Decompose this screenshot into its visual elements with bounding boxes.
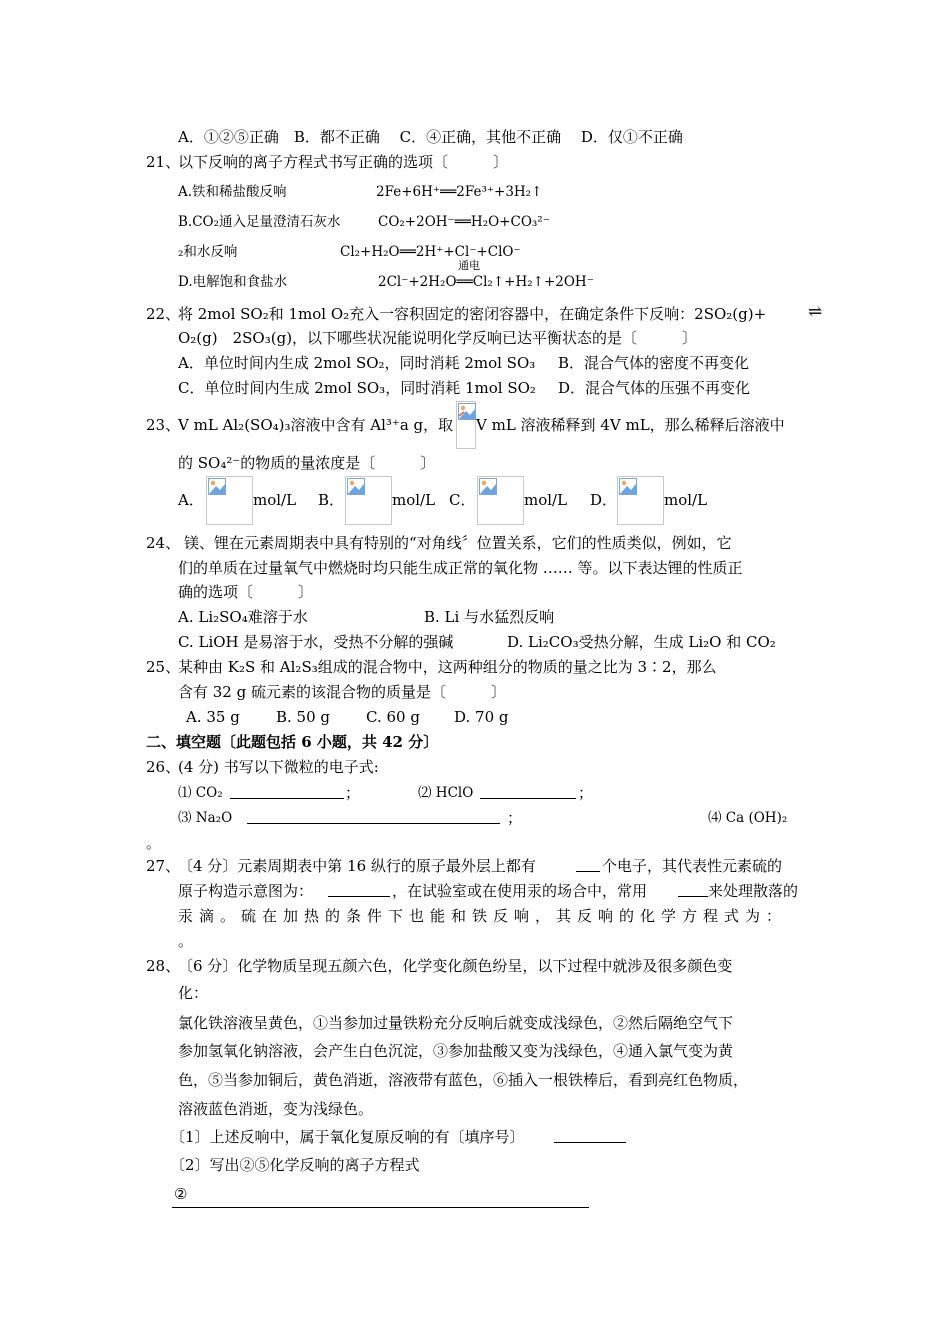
broken-image-icon — [347, 478, 365, 495]
q22-equilibrium-arrow: ⇌ — [808, 302, 823, 322]
q25-option-a: A. 35 g — [186, 708, 240, 726]
q21-number: 21、 — [146, 153, 181, 171]
q27-line-4: 。 — [178, 932, 194, 950]
q28-line-6: 溶液蓝色消逝，变为浅绿色。 — [178, 1100, 374, 1118]
q21-option-a-label: A.铁和稀盐酸反响 — [178, 184, 287, 200]
q28-answer-blank-1[interactable] — [554, 1128, 626, 1143]
q24-option-c: C. LiOH 是易溶于水，受热不分解的强碱 — [178, 633, 454, 651]
q27-answer-blank-reagent[interactable] — [678, 882, 708, 897]
q23-line-1b: V mL 溶液稀释到 4V mL，那么稀释后溶液中 — [476, 416, 785, 434]
q26-separator-3: ； — [507, 809, 523, 827]
q21-option-b-label: B.CO₂通入足量澄清石灰水 — [178, 214, 341, 230]
q22-option-c: C．单位时间内生成 2mol SO₃，同时消耗 1mol SO₂ — [178, 379, 536, 397]
q23-option-d-label: D． — [590, 491, 618, 509]
q23-option-d-image — [617, 476, 664, 525]
q23-option-c-image — [477, 476, 524, 525]
q26-item-1: ⑴ CO₂ — [178, 785, 223, 801]
q27-line-2c: 来处理散落的 — [708, 882, 799, 900]
q22-line-2: O₂(g) 2SO₃(g)，以下哪些状况能说明化学反响已达平衡状态的是〔 〕 — [178, 329, 698, 347]
q23-option-a-unit: mol/L — [253, 491, 297, 509]
q26-answer-blank-3[interactable] — [247, 809, 500, 824]
q25-option-c: C. 60 g — [366, 708, 420, 726]
q21-option-d-equation: 2Cl⁻+2H₂O══Cl₂↑+H₂↑+2OH⁻ — [378, 274, 594, 290]
q24-option-d: D. Li₂CO₃受热分解，生成 Li₂O 和 CO₂ — [507, 633, 776, 651]
q23-option-c-unit: mol/L — [524, 491, 568, 509]
q27-line-1b: 个电子，其代表性元素硫的 — [602, 857, 783, 875]
q25-line-1: 某种由 K₂S 和 Al₂S₃组成的混合物中，这两种组分的物质的量之比为 3∶2，那么 — [178, 658, 717, 676]
q23-option-b-image — [345, 476, 392, 525]
q28-line-3: 氯化铁溶液呈黄色，①当参加过量铁粉充分反响后就变成浅绿色，②然后隔绝空气下 — [178, 1014, 734, 1032]
q26-separator-1: ； — [345, 784, 361, 802]
q27-line-2a: 原子构造示意图为： — [178, 882, 314, 900]
q23-option-d-unit: mol/L — [664, 491, 708, 509]
q26-end-mark: 。 — [146, 834, 162, 852]
q28-line-2: 化： — [178, 984, 209, 1002]
q26-answer-blank-1[interactable] — [230, 784, 344, 799]
broken-image-icon — [479, 478, 497, 495]
q26-item-2: ⑵ HClO — [418, 785, 474, 801]
q22-option-d: D．混合气体的压强不再变化 — [558, 379, 751, 397]
broken-image-icon — [458, 403, 476, 420]
q24-number: 24、 — [146, 534, 181, 552]
q28-sub-question-1: 〔1〕上述反响中，属于氧化复原反响的有〔填序号〕 — [170, 1128, 525, 1146]
q23-line-1a: V mL Al₂(SO₄)₃溶液中含有 Al³⁺a g，取 — [178, 416, 454, 434]
q28-sub-question-2: 〔2〕写出②⑤化学反响的离子方程式 — [170, 1156, 420, 1174]
q26-item-3: ⑶ Na₂O — [178, 810, 233, 826]
q27-line-1a: 〔4 分〕元素周期表中第 16 纵行的原子最外层上都有 — [178, 857, 536, 875]
q21-option-a-equation: 2Fe+6H⁺══2Fe³⁺+3H₂↑ — [376, 184, 543, 200]
q24-line-3: 确的选项〔 〕 — [178, 583, 314, 601]
q27-answer-blank-structure[interactable] — [328, 882, 390, 897]
q27-line-3: 汞滴。硫在加热的条件下也能和铁反响，其反响的化学方程式为： — [178, 907, 788, 925]
q22-option-a: A．单位时间内生成 2mol SO₂，同时消耗 2mol SO₃ — [178, 354, 536, 372]
q23-option-b-label: B． — [318, 491, 345, 509]
q25-line-2: 含有 32 g 硫元素的该混合物的质量是〔 〕 — [178, 683, 506, 701]
q27-number: 27、 — [146, 857, 181, 875]
q21-stem: 以下反响的离子方程式书写正确的选项〔 〕 — [178, 153, 509, 171]
q28-sub-question-2-marker: ② — [174, 1185, 188, 1203]
q21-option-b-equation: CO₂+2OH⁻══H₂O+CO₃²⁻ — [378, 214, 550, 230]
q28-answer-line[interactable] — [172, 1207, 589, 1208]
q22-number: 22、 — [146, 305, 181, 323]
q24-option-b: B. Li 与水猛烈反响 — [424, 608, 555, 626]
q23-line-2: 的 SO₄²⁻的物质的量浓度是〔 〕 — [178, 454, 436, 472]
q28-line-1: 〔6 分〕化学物质呈现五颜六色，化学变化颜色纷呈，以下过程中就涉及很多颜色变 — [178, 957, 733, 975]
q21-electrolysis-condition: 通电 — [458, 259, 480, 272]
q25-option-d: D. 70 g — [454, 708, 509, 726]
q26-answer-blank-2[interactable] — [480, 784, 576, 799]
q23-option-a-label: A． — [178, 491, 204, 509]
q26-item-4: ⑷ Ca (OH)₂ — [708, 810, 788, 826]
q21-option-c-equation: Cl₂+H₂O══2H⁺+Cl⁻+ClO⁻ — [340, 244, 521, 260]
q27-line-2b: ，在试验室或在使用汞的场合中，常用 — [392, 882, 648, 900]
q22-option-b: B．混合气体的密度不再变化 — [558, 354, 750, 372]
section-2-title: 二、填空题〔此题包括 6 小题，共 42 分〕 — [146, 733, 439, 751]
q23-fraction-image — [456, 401, 476, 449]
q28-line-4: 参加氢氧化钠溶液，会产生白色沉淀，③参加盐酸又变为浅绿色，④通入氯气变为黄 — [178, 1042, 734, 1060]
q24-line-2: 们的单质在过量氧气中燃烧时均只能生成正常的氧化物 …… 等。以下表达锂的性质正 — [178, 559, 743, 577]
q22-line-1: 将 2mol SO₂和 1mol O₂充入一容积固定的密闭容器中，在确定条件下反响：2SO₂(g)+ — [178, 305, 767, 323]
q26-separator-2: ； — [578, 784, 594, 802]
q26-stem: (4 分) 书写以下微粒的电子式: — [178, 758, 379, 776]
q25-number: 25、 — [146, 658, 181, 676]
broken-image-icon — [619, 478, 637, 495]
q23-option-b-unit: mol/L — [392, 491, 436, 509]
q28-number: 28、 — [146, 957, 181, 975]
q28-line-5: 色，⑤当参加铜后，黄色消逝，溶液带有蓝色，⑥插入一根铁棒后，看到亮红色物质， — [178, 1071, 749, 1089]
q23-option-a-image — [206, 476, 253, 525]
q24-line-1: 镁、锂在元素周期表中具有特别的“对角线〞位置关系，它们的性质类似，例如，它 — [184, 534, 732, 552]
q25-option-b: B. 50 g — [276, 708, 331, 726]
q23-number: 23、 — [146, 416, 181, 434]
q26-number: 26、 — [146, 758, 181, 776]
q23-option-c-label: C． — [449, 491, 476, 509]
q20-options: A．①②⑤正确 B．都不正确 C．④正确，其他不正确 D．仅①不正确 — [178, 128, 683, 146]
broken-image-icon — [208, 478, 226, 495]
q21-option-c-label: ₂和水反响 — [178, 244, 238, 260]
q27-answer-blank-electrons[interactable] — [576, 857, 600, 872]
q24-option-a: A. Li₂SO₄难溶于水 — [178, 608, 308, 626]
q21-option-d-label: D.电解饱和食盐水 — [178, 274, 288, 290]
